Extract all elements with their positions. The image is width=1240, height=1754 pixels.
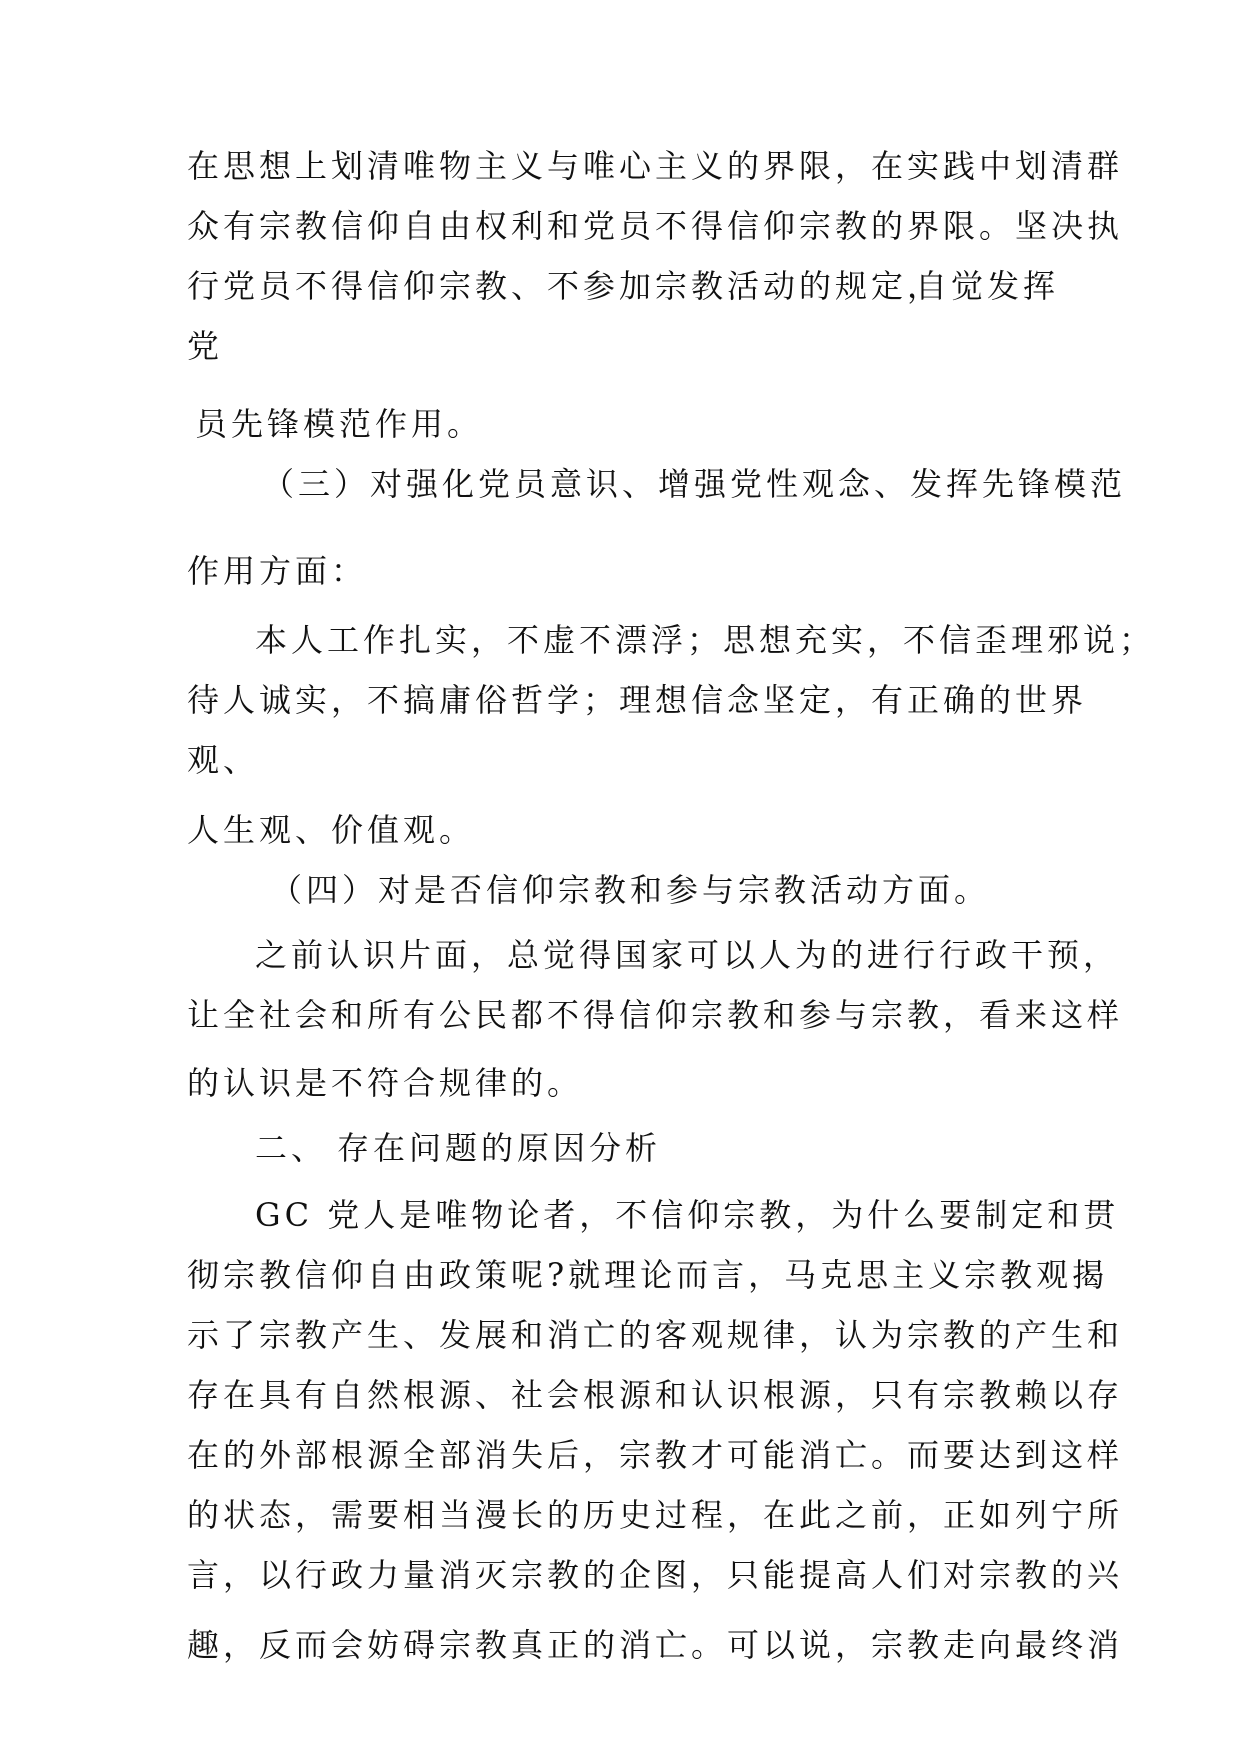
section-number: 二、 [255, 1129, 328, 1167]
text-line: 员先锋模范作用。 [195, 405, 484, 443]
text-line: 让全社会和所有公民都不得信仰宗教和参与宗教，看来这样 [187, 996, 1124, 1034]
text-line: 的状态，需要相当漫长的历史过程，在此之前，正如列宁所 [187, 1496, 1124, 1534]
text-line: 在思想上划清唯物主义与唯心主义的界限，在实践中划清群 [187, 147, 1124, 185]
section-heading: （四）对是否信仰宗教和参与宗教活动方面。 [270, 871, 991, 909]
text-line: 在的外部根源全部消失后，宗教才可能消亡。而要达到这样 [187, 1436, 1124, 1474]
text-line: 趣，反而会妨碍宗教真正的消亡。可以说，宗教走向最终消 [187, 1626, 1124, 1664]
text-line: 之前认识片面，总觉得国家可以人为的进行行政干预， [255, 936, 1120, 974]
text-line: 众有宗教信仰自由权利和党员不得信仰宗教的界限。坚决执 [187, 207, 1124, 245]
text-line: 言，以行政力量消灭宗教的企图，只能提高人们对宗教的兴 [187, 1556, 1124, 1594]
text-line: 的认识是不符合规律的。 [187, 1064, 584, 1102]
text-line: 人生观、价值观。 [187, 811, 476, 849]
section-heading: 存在问题的原因分析 [337, 1129, 662, 1167]
text-line: 观、 [187, 741, 260, 779]
text-line: 行党员不得信仰宗教、不参加宗教活动的规定， [187, 267, 944, 305]
text-line: 本人工作扎实，不虚不漂浮；思想充实，不信歪理邪说； [255, 621, 1156, 659]
text-line: 待人诚实，不搞庸俗哲学；理想信念坚定，有正确的世界 [187, 681, 1088, 719]
section-heading: （三）对强化党员意识、增强党性观念、发挥先锋模范 [262, 465, 1127, 503]
text-line: 党 [187, 327, 224, 365]
text-line: 彻宗教信仰自由政策呢?就理论而言，马克思主义宗教观揭 [187, 1256, 1109, 1294]
text-line: 作用方面： [187, 552, 368, 590]
text-line: 存在具有自然根源、社会根源和认识根源，只有宗教赖以存 [187, 1376, 1124, 1414]
text-line: GC 党人是唯物论者，不信仰宗教，为什么要制定和贯 [255, 1196, 1120, 1234]
text-line: 示了宗教产生、发展和消亡的客观规律，认为宗教的产生和 [187, 1316, 1124, 1354]
text-line: 自觉发挥 [915, 267, 1060, 305]
